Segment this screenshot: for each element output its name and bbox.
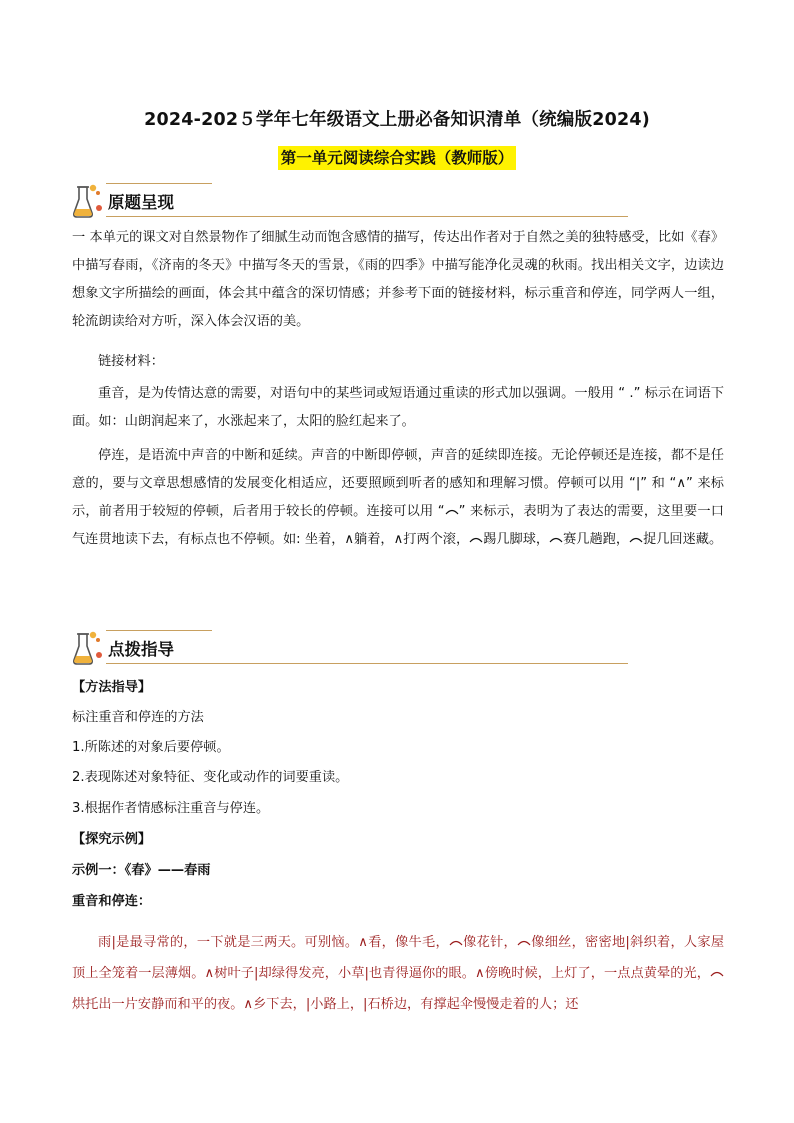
link-mark-icon — [449, 938, 463, 946]
document-title: 2024-202５学年七年级语文上册必备知识清单（统编版2024) — [144, 110, 650, 130]
link-mark-icon — [549, 535, 563, 543]
section-heading-original — [72, 183, 562, 223]
section-title: 原题呈现 — [108, 193, 174, 212]
pause-paragraph: 停连，是语流中声音的中断和延续。声音的中断即停顿，声音的延续即连接。无论停顿还是连接，都不是任意的，要与文章思想感情的发展变化相适应，还要照顾到听者的感知和理解习惯。停顿可以用 “|” 和 “∧” 来标示，前者用于较短的停顿，后者用于较长的停顿。连接可以用 “ ” 来标示，表明为了表达的需要，这里要一口气连贯地读下去，有标点也不停顿。如: 坐着，∧躺着，∧打两个滚， 踢几脚球， 赛几趟跑， 捉几回迷藏。 — [72, 448, 724, 547]
link-mark-icon — [517, 938, 531, 946]
method-item: 1.所陈述的对象后要停顿。 — [72, 740, 230, 755]
example-subtitle: 重音和停连： — [72, 894, 152, 909]
document-subtitle: 第一单元阅读综合实践（教师版） — [278, 146, 517, 170]
method-item: 2.表现陈述对象特征、变化或动作的词要重读。 — [72, 770, 349, 785]
flask-icon — [72, 630, 104, 666]
link-mark-icon — [445, 507, 459, 515]
flask-icon — [72, 183, 104, 219]
stress-paragraph: 重音，是为传情达意的需要，对语句中的某些词或短语通过重读的形式加以强调。一般用 “ .” 标示在词语下面。如：山朗润起来了，水涨起来了，太阳的脸红起来了。 — [72, 386, 724, 429]
link-mark-icon — [710, 969, 724, 977]
section-heading-guidance — [72, 630, 562, 670]
example-paragraph: 雨|是最寻常的，一下就是三两天。可别恼。∧看，像牛毛， 像花针， 像细丝，密密地|斜织着，人家屋顶上全笼着一层薄烟。∧树叶子|却绿得发亮，小草|也青得逼你的眼。∧傍晚时候，上灯了，一点点黄晕的光，烘托出一片安静而和平的夜。∧乡下去，|小路上，|石桥边，有撑起伞慢慢走着的人；还 — [72, 935, 725, 1012]
method-item: 3.根据作者情感标注重音与停连。 — [72, 801, 270, 816]
link-mark-icon — [469, 535, 483, 543]
example-title: 示例一：《春》——春雨 — [72, 863, 211, 878]
method-title: 标注重音和停连的方法 — [72, 710, 204, 725]
task-paragraph: 一 本单元的课文对自然景物作了细腻生动而饱含感情的描写，传达出作者对于自然之美的独特感受，比如《春》中描写春雨，《济南的冬天》中描写冬天的雪景，《雨的四季》中描写能净化灵魂的秋雨。找出相关文字，边读边想象文字所描绘的画面，体会其中蕴含的深切情感；并参考下面的链接材料，标示重音和停连，同学两人一组，轮流朗读给对方听，深入体会汉语的美。 — [72, 230, 724, 329]
section-title: 点拨指导 — [108, 640, 174, 659]
method-label: 【方法指导】 — [72, 680, 152, 695]
link-label: 链接材料： — [98, 354, 164, 369]
example-label: 【探究示例】 — [72, 832, 152, 847]
link-mark-icon — [629, 535, 643, 543]
